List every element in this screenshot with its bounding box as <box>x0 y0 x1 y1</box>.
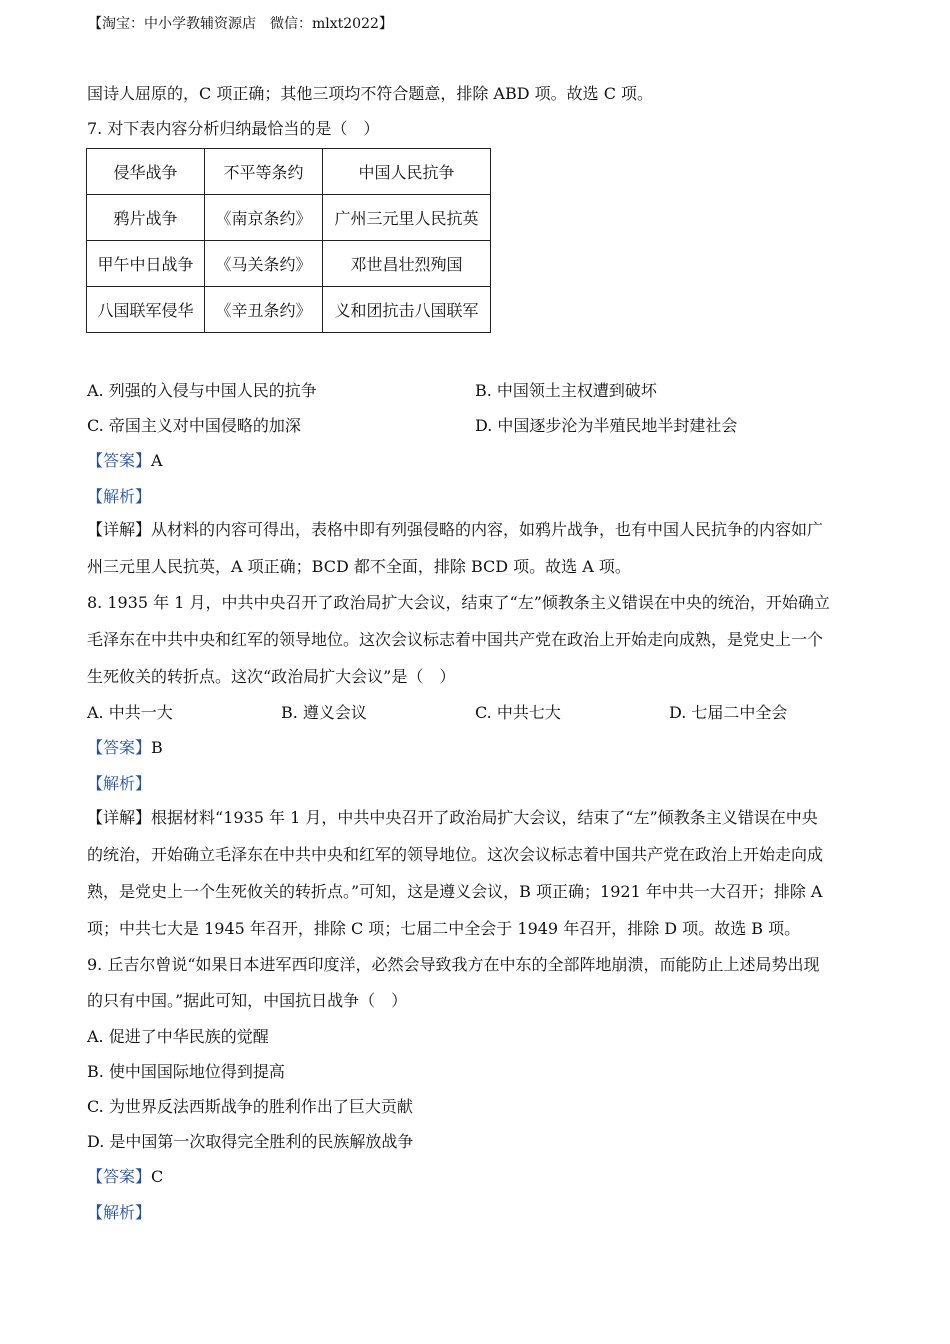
detail-8-line-4: 项；中共七大是 1945 年召开，排除 C 项；七届二中全会于 1949 年召开，排除 D 项。故选 B 项。 <box>87 919 801 938</box>
q9-option-d: D. 是中国第一次取得完全胜利的民族解放战争 <box>87 1132 414 1151</box>
q8-option-b: B. 遵义会议 <box>281 703 367 722</box>
q8-option-a: A. 中共一大 <box>87 703 173 722</box>
table-row <box>87 241 491 287</box>
answer-tag: 【答案】 <box>87 1167 152 1186</box>
detail-8-line-2: 的统治，开始确立毛泽东在中共中央和红军的领导地位。这次会议标志着中国共产党在政治上开始走向成 <box>87 845 824 864</box>
q7-option-a: A. 列强的入侵与中国人民的抗争 <box>87 381 317 400</box>
q9-option-a: A. 促进了中华民族的觉醒 <box>87 1027 269 1046</box>
q7-option-d: D. 中国逐步沦为半殖民地半封建社会 <box>475 416 738 435</box>
q7-option-c: C. 帝国主义对中国侵略的加深 <box>87 416 301 435</box>
analysis-tag-8: 【解析】 <box>87 774 152 793</box>
table-cell: 甲午中日战争 <box>87 241 205 287</box>
q9-option-b: B. 使中国国际地位得到提高 <box>87 1062 285 1081</box>
q9-option-c: C. 为世界反法西斯战争的胜利作出了巨大贡献 <box>87 1097 413 1116</box>
question-8-line-3: 生死攸关的转折点。这次“政治局扩大会议”是（ ） <box>87 667 456 686</box>
q8-option-c: C. 中共七大 <box>475 703 561 722</box>
detail-8 <box>87 805 818 828</box>
text-line: 国诗人屈原的，C 项正确；其他三项均不符合题意，排除 ABD 项。故选 C 项。 <box>87 84 654 103</box>
detail-tag: 【详解】 <box>87 520 152 539</box>
question-8-line-2: 毛泽东在中共中央和红军的领导地位。这次会议标志着中国共产党在政治上开始走向成熟，是党史上一个 <box>87 630 824 649</box>
table-cell: 八国联军侵华 <box>87 287 205 333</box>
answer-tag: 【答案】 <box>87 738 152 757</box>
detail-text: 从材料的内容可得出，表格中即有列强侵略的内容，如鸦片战争，也有中国人民抗争的内容如广 <box>151 520 824 539</box>
table-cell: 广州三元里人民抗英 <box>323 195 491 241</box>
answer-tag: 【答案】 <box>87 451 152 470</box>
q8-option-d: D. 七届二中全会 <box>669 703 788 722</box>
answer-value: C <box>151 1167 164 1186</box>
table-cell: 《辛丑条约》 <box>205 287 323 333</box>
answer-value: B <box>151 738 163 757</box>
table-row <box>87 149 491 195</box>
question-9-line-2: 的只有中国。”据此可知，中国抗日战争（ ） <box>87 991 408 1010</box>
answer-8 <box>87 735 163 758</box>
detail-tag: 【详解】 <box>87 808 152 827</box>
table-cell: 邓世昌壮烈殉国 <box>323 241 491 287</box>
q7-option-b: B. 中国领土主权遭到破坏 <box>475 381 657 400</box>
table-cell: 中国人民抗争 <box>323 149 491 195</box>
table-cell: 义和团抗击八国联军 <box>323 287 491 333</box>
table-cell: 《马关条约》 <box>205 241 323 287</box>
answer-value: A <box>151 451 163 470</box>
question-8-line-1: 8. 1935 年 1 月，中共中央召开了政治局扩大会议，结束了“左”倾教条主义错误在中央的统治，开始确立 <box>87 593 830 612</box>
analysis-tag-7: 【解析】 <box>87 487 152 506</box>
question-7: 7. 对下表内容分析归纳最恰当的是（ ） <box>87 119 380 138</box>
detail-7 <box>87 517 823 540</box>
answer-7 <box>87 448 163 471</box>
question-9-line-1: 9. 丘吉尔曾说“如果日本进军西印度洋，必然会导致我方在中东的全部阵地崩溃，而能防止上述局势出现 <box>87 955 820 974</box>
detail-text: 根据材料“1935 年 1 月，中共中央召开了政治局扩大会议，结束了“左”倾教条主义错误在中央 <box>151 808 818 827</box>
table-row <box>87 287 491 333</box>
detail-8-line-3: 熟，是党史上一个生死攸关的转折点。”可知，这是遵义会议，B 项正确；1921 年中共一大召开；排除 A <box>87 882 823 901</box>
table-cell: 鸦片战争 <box>87 195 205 241</box>
table-row <box>87 195 491 241</box>
table-cell: 不平等条约 <box>205 149 323 195</box>
page-header: 【淘宝：中小学教辅资源店 微信：mlxt2022】 <box>88 16 393 32</box>
detail-7-line-2: 州三元里人民抗英，A 项正确；BCD 都不全面，排除 BCD 项。故选 A 项。 <box>87 557 631 576</box>
q7-table <box>86 148 491 333</box>
answer-9 <box>87 1164 163 1187</box>
analysis-tag-9: 【解析】 <box>87 1203 152 1222</box>
table-cell: 侵华战争 <box>87 149 205 195</box>
table-cell: 《南京条约》 <box>205 195 323 241</box>
